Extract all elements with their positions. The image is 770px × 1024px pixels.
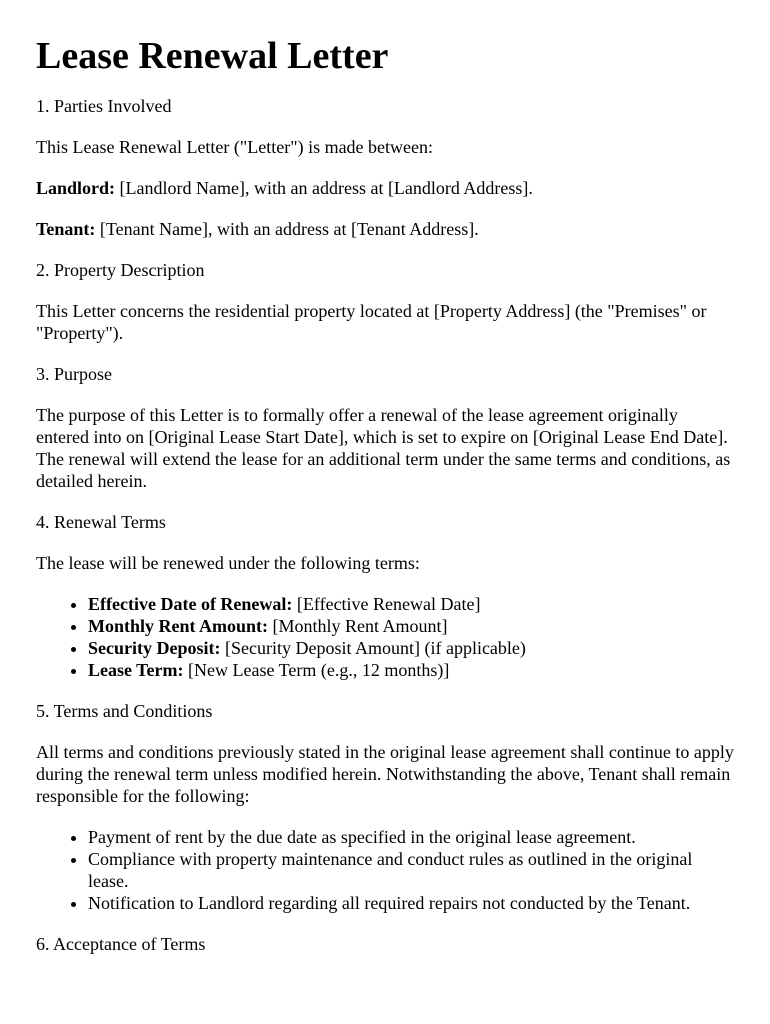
landlord-label: Landlord:	[36, 178, 116, 198]
term-label: Lease Term:	[88, 660, 184, 680]
document-title: Lease Renewal Letter	[36, 35, 389, 77]
section-heading-conditions: 5. Terms and Conditions	[36, 701, 213, 721]
list-item	[88, 593, 734, 615]
list-item: • Notification to Landlord regarding all required repairs not conducted by the Tenant.	[88, 892, 734, 914]
term-value: [Effective Renewal Date]	[292, 594, 481, 614]
term-label: Monthly Rent Amount:	[88, 616, 269, 636]
tenant-line	[36, 218, 734, 240]
list-item	[88, 615, 734, 637]
renewal-terms-list	[36, 593, 734, 681]
property-text: This Letter concerns the residential property located at [Property Address] (the "Premises" or "Property").	[36, 301, 707, 343]
section-heading-property: 2. Property Description	[36, 260, 205, 280]
conditions-list	[36, 826, 734, 914]
tenant-text: [Tenant Name], with an address at [Tenant Address].	[95, 219, 479, 239]
conditions-intro: All terms and conditions previously stated in the original lease agreement shall continue to apply during the renewal term unless modified herein. Notwithstanding the above, Tenant shall remain responsible for the following:	[36, 742, 734, 806]
landlord-line	[36, 177, 734, 199]
section-heading-parties: 1. Parties Involved	[36, 96, 172, 116]
renewal-terms-intro: The lease will be renewed under the following terms:	[36, 553, 420, 573]
purpose-text: The purpose of this Letter is to formally offer a renewal of the lease agreement originally entered into on [Original Lease Start Date], which is set to expire on [Original Lease End Date]. The renewal will extend the lease for an additional term under the same terms and conditions, as detailed herein.	[36, 405, 731, 491]
landlord-text: [Landlord Name], with an address at [Landlord Address].	[115, 178, 533, 198]
list-item: • Compliance with property maintenance and conduct rules as outlined in the original lease.	[88, 848, 734, 892]
term-value: [Security Deposit Amount] (if applicable)	[220, 638, 526, 658]
section-heading-acceptance: 6. Acceptance of Terms	[36, 934, 206, 954]
list-item	[88, 659, 734, 681]
parties-intro: This Lease Renewal Letter ("Letter") is made between:	[36, 137, 434, 157]
section-heading-purpose: 3. Purpose	[36, 364, 112, 384]
term-label: Effective Date of Renewal:	[88, 594, 293, 614]
term-value: [Monthly Rent Amount]	[268, 616, 448, 636]
term-value: [New Lease Term (e.g., 12 months)]	[183, 660, 450, 680]
list-item: • Payment of rent by the due date as specified in the original lease agreement.	[88, 826, 734, 848]
list-item	[88, 637, 734, 659]
tenant-label: Tenant:	[36, 219, 96, 239]
term-label: Security Deposit:	[88, 638, 221, 658]
section-heading-renewal-terms: 4. Renewal Terms	[36, 512, 166, 532]
